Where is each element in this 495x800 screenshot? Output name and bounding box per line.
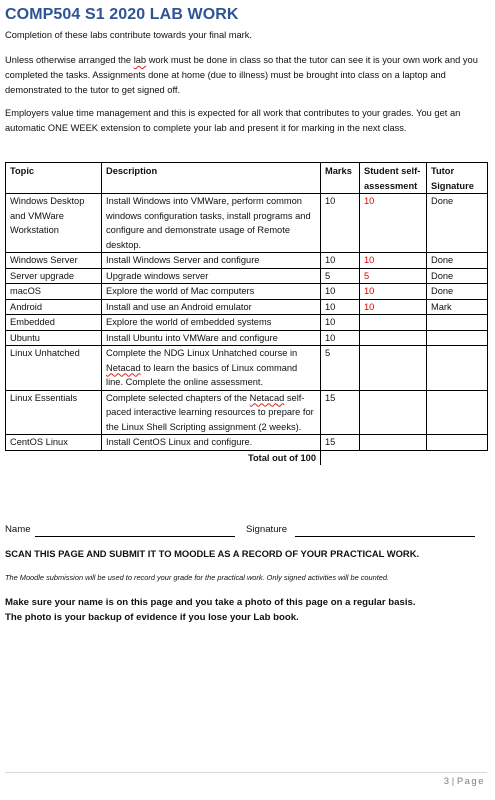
marks-cell: 15 (321, 435, 360, 451)
header-tutor-signature: Tutor Signature (427, 163, 488, 194)
tutor-signature-cell: Done (427, 268, 488, 284)
marks-cell: 10 (321, 330, 360, 346)
topic-cell: Android (6, 299, 102, 315)
header-topic: Topic (6, 163, 102, 194)
spelling-flag-lab: lab (133, 55, 147, 65)
tutor-signature-cell: Mark (427, 299, 488, 315)
page-title: COMP504 S1 2020 LAB WORK (5, 6, 239, 23)
self-assessment-cell (360, 330, 427, 346)
footer-divider (5, 772, 487, 773)
table-row (6, 299, 488, 315)
spelling-flag-netacad: Netacad (106, 362, 141, 373)
signature-label: Signature (246, 524, 288, 535)
table-row (6, 194, 488, 253)
attendance-paragraph: Unless otherwise arranged the lab work must be done in class so that the tutor can see it is your own work and you completed the tasks. Assignments done at home (due to illness) must be brought into class on a laptop and demonstrated to the tutor to get signed off. (5, 55, 478, 95)
table-row (6, 346, 488, 391)
topic-cell: macOS (6, 284, 102, 300)
tutor-signature-cell (427, 390, 488, 435)
backup-reminder: Make sure your name is on this page and you take a photo of this page on a regular basis. The photo is your backup of evidence if you lose your Lab book. (5, 597, 416, 623)
topic-cell: Windows Desktop and VMWare Workstation (6, 194, 102, 253)
tutor-signature-cell (427, 330, 488, 346)
tutor-signature-cell: Done (427, 253, 488, 269)
page-footer: 3 | Page (443, 776, 485, 787)
marks-cell: 10 (321, 315, 360, 331)
description-cell: Install and use an Android emulator (102, 299, 321, 315)
topic-cell: Embedded (6, 315, 102, 331)
self-assessment-cell: 10 (360, 284, 427, 300)
moodle-note: The Moodle submission will be used to record your grade for the practical work. Only signed activities will be counted. (5, 573, 390, 582)
table-header-row (6, 163, 488, 194)
tutor-signature-cell (427, 346, 488, 391)
description-cell: Upgrade windows server (102, 268, 321, 284)
header-description: Description (102, 163, 321, 194)
name-field[interactable] (35, 536, 235, 537)
marks-cell: 5 (321, 268, 360, 284)
self-assessment-cell (360, 435, 427, 451)
marks-cell: 10 (321, 299, 360, 315)
tutor-signature-cell: Done (427, 284, 488, 300)
table-row (6, 435, 488, 451)
total-label: Total out of 100 (102, 450, 321, 465)
description-cell: Explore the world of Mac computers (102, 284, 321, 300)
marks-cell: 10 (321, 194, 360, 253)
marks-cell: 5 (321, 346, 360, 391)
marks-cell: 10 (321, 253, 360, 269)
topic-cell: CentOS Linux (6, 435, 102, 451)
table-row (6, 330, 488, 346)
tutor-signature-cell: Done (427, 194, 488, 253)
name-label: Name (5, 524, 31, 535)
description-cell: Install Windows into VMWare, perform common windows configuration tasks, install programs and configure and demonstrate usage of Remote desktop. (102, 194, 321, 253)
topic-cell: Windows Server (6, 253, 102, 269)
description-cell: Install Windows Server and configure (102, 253, 321, 269)
deadline-paragraph: Employers value time management and this is expected for all work that contributes to your grades. You get an automatic ONE WEEK extension to complete your lab and present it for marking in the next class. (5, 108, 461, 133)
self-assessment-cell: 10 (360, 299, 427, 315)
lab-marks-table (5, 162, 488, 465)
description-cell: Install Ubuntu into VMWare and configure (102, 330, 321, 346)
self-assessment-cell: 10 (360, 253, 427, 269)
description-cell: Complete the NDG Linux Unhatched course in Netacad to learn the basics of Linux command line. Complete the online assessment. (102, 346, 321, 391)
self-assessment-cell (360, 390, 427, 435)
topic-cell: Server upgrade (6, 268, 102, 284)
topic-cell: Linux Essentials (6, 390, 102, 435)
submit-instruction: SCAN THIS PAGE AND SUBMIT IT TO MOODLE AS A RECORD OF YOUR PRACTICAL WORK. (5, 548, 420, 559)
marks-cell: 15 (321, 390, 360, 435)
tutor-signature-cell (427, 315, 488, 331)
page-label: Page (456, 776, 485, 787)
table-row (6, 315, 488, 331)
description-cell: Explore the world of embedded systems (102, 315, 321, 331)
description-cell: Complete selected chapters of the Netacad self-paced interactive learning resources to prepare for the Linux Shell Scripting assignment (2 weeks). (102, 390, 321, 435)
signature-field[interactable] (295, 536, 475, 537)
description-cell: Install CentOS Linux and configure. (102, 435, 321, 451)
table-row (6, 390, 488, 435)
spelling-flag-netacad: Netacad (249, 392, 285, 403)
self-assessment-cell (360, 315, 427, 331)
intro-paragraph: Completion of these labs contribute towards your final mark. (5, 30, 253, 40)
self-assessment-cell: 10 (360, 194, 427, 253)
self-assessment-cell: 5 (360, 268, 427, 284)
tutor-signature-cell (427, 435, 488, 451)
topic-cell: Linux Unhatched (6, 346, 102, 391)
topic-cell: Ubuntu (6, 330, 102, 346)
total-row (6, 450, 488, 465)
page-number: 3 (443, 776, 450, 787)
self-assessment-cell (360, 346, 427, 391)
header-student-self-assessment: Student self-assessment (360, 163, 427, 194)
header-marks: Marks (321, 163, 360, 194)
table-row (6, 284, 488, 300)
document-page (5, 0, 487, 623)
table-row (6, 268, 488, 284)
table-row (6, 253, 488, 269)
marks-cell: 10 (321, 284, 360, 300)
